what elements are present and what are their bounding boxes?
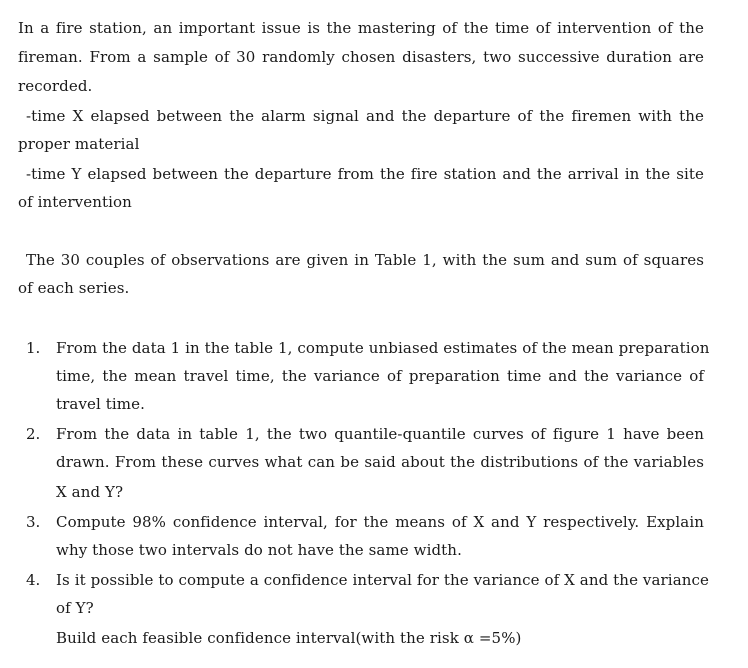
table-note-line-1: The 30 couples of observations are given in Table 1, with the sum and sum of squares: [26, 251, 704, 269]
table-note-line-2: of each series.: [18, 279, 130, 297]
time-x-line-1: -time X elapsed between the alarm signal and the departure of the firemen with the: [26, 107, 704, 125]
question-1-number: 1.: [26, 339, 41, 357]
question-4-line-2: of Y?: [56, 599, 94, 617]
time-y-line-2: of intervention: [18, 193, 132, 211]
question-2-line-1: From the data in table 1, the two quantile-quantile curves of figure 1 have been: [56, 425, 704, 443]
question-2-number: 2.: [26, 425, 41, 443]
question-3-line-1: Compute 98% confidence interval, for the means of X and Y respectively. Explain: [56, 513, 704, 531]
question-3-line-2: why those two intervals do not have the same width.: [56, 541, 462, 559]
question-1-line-3: travel time.: [56, 395, 145, 413]
intro-line-1: In a fire station, an important issue is the mastering of the time of intervention of the: [18, 19, 704, 37]
question-4-line-3: Build each feasible confidence interval(with the risk α =5%): [56, 629, 522, 647]
question-4-line-1: Is it possible to compute a confidence interval for the variance of X and the variance: [56, 571, 709, 589]
time-x-line-2: proper material: [18, 135, 140, 153]
question-2-line-3: X and Y?: [56, 483, 124, 501]
time-y-line-1: -time Y elapsed between the departure from the fire station and the arrival in the site: [26, 165, 704, 183]
question-4-number: 4.: [26, 571, 41, 589]
intro-line-3: recorded.: [18, 77, 93, 95]
question-1-line-2: time, the mean travel time, the variance of preparation time and the variance of: [56, 367, 704, 385]
question-3-number: 3.: [26, 513, 41, 531]
question-2-line-2: drawn. From these curves what can be said about the distributions of the variables: [56, 453, 704, 471]
question-1-line-1: From the data 1 in the table 1, compute unbiased estimates of the mean preparation: [56, 339, 710, 357]
intro-line-2: fireman. From a sample of 30 randomly chosen disasters, two successive duration are: [18, 48, 704, 66]
